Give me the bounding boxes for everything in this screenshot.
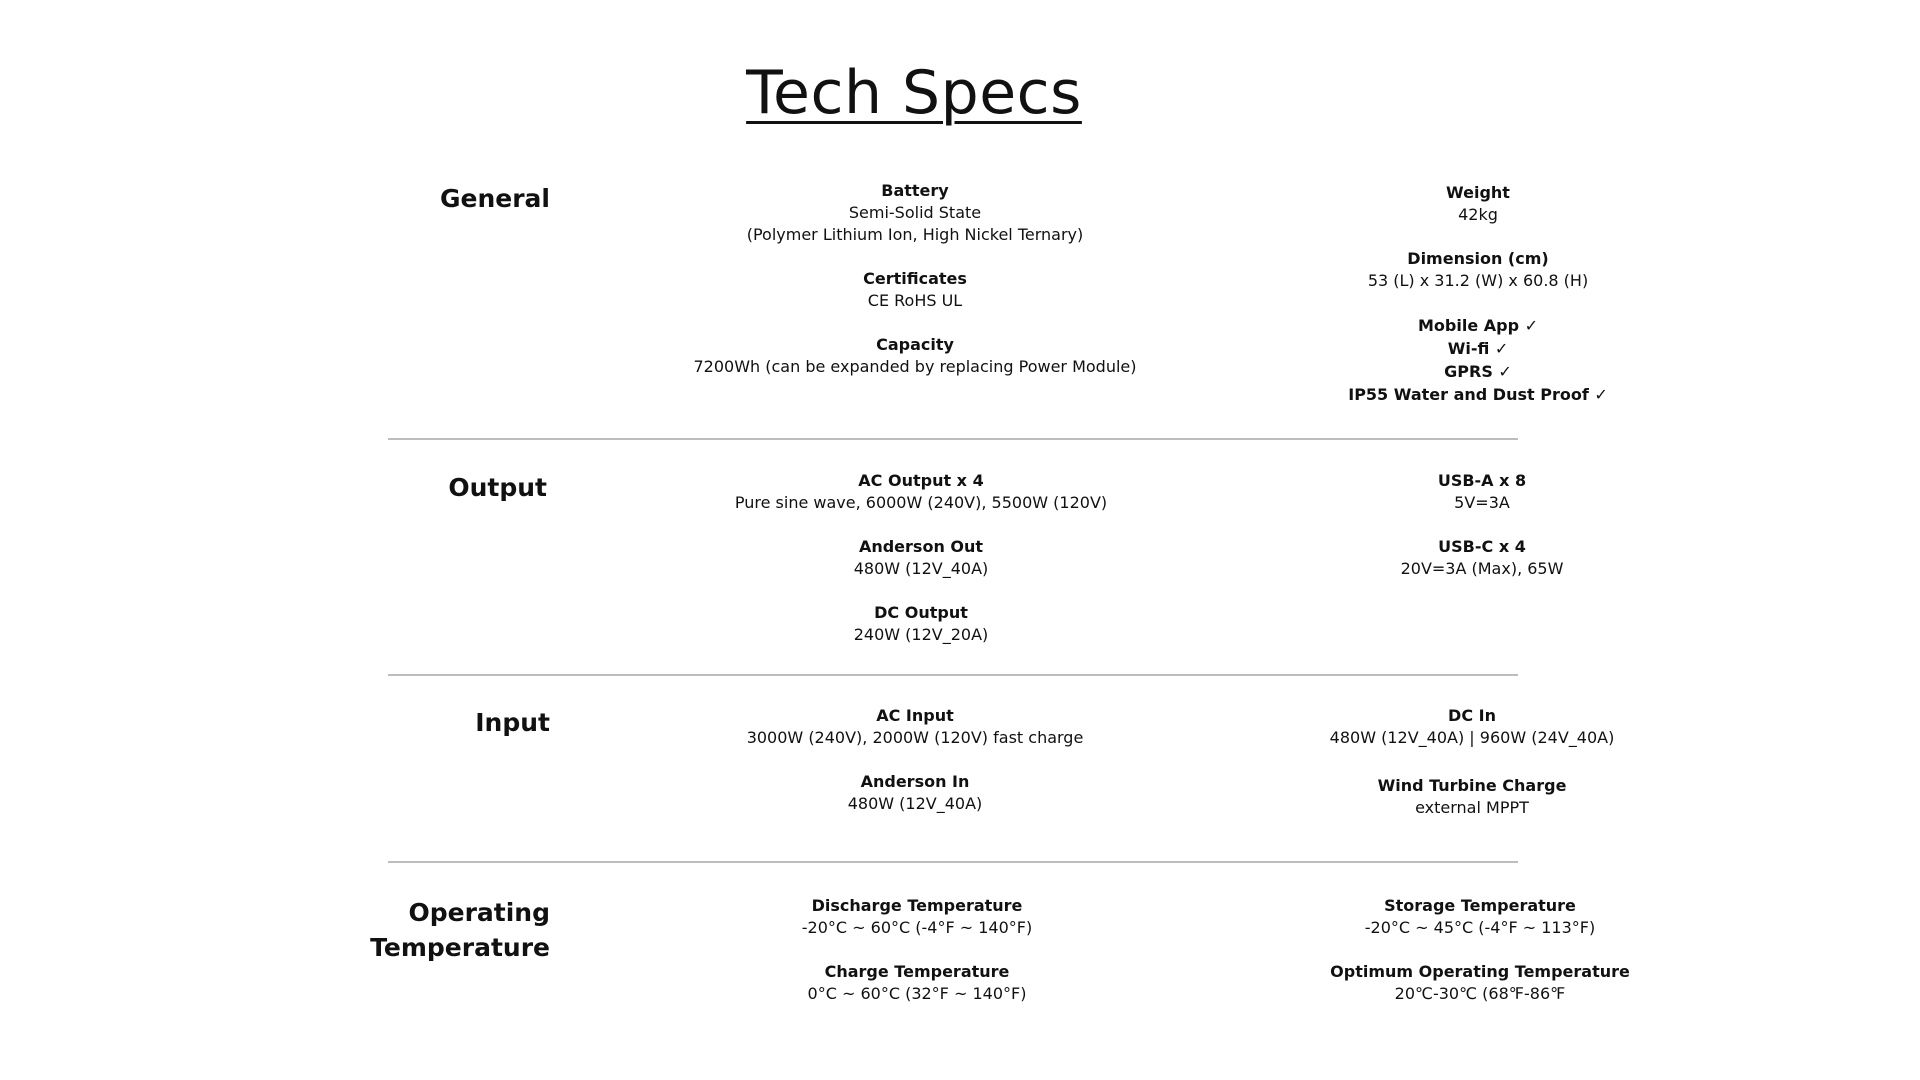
spec-name: Battery (881, 181, 949, 200)
spec-name: Wind Turbine Charge (1377, 776, 1567, 795)
output-right-column (1222, 470, 1742, 580)
spec-name: Anderson Out (858, 537, 984, 556)
feature-gprs: GPRS ✓ (1444, 362, 1512, 381)
spec-value: CE RoHS UL (867, 291, 963, 310)
spec-value: 42kg (1458, 205, 1498, 224)
input-right-column (1212, 705, 1732, 819)
spec-value: 480W (12V_40A) | 960W (24V_40A) (1329, 728, 1615, 747)
spec-dc-output (676, 602, 1166, 646)
spec-value: Pure sine wave, 6000W (240V), 5500W (120V) (734, 493, 1108, 512)
spec-dimension (1218, 248, 1738, 292)
spec-discharge-temperature (672, 895, 1162, 939)
spec-name: Discharge Temperature (811, 896, 1023, 915)
spec-name: Certificates (863, 269, 967, 288)
spec-value: 7200Wh (can be expanded by replacing Power Module) (693, 357, 1137, 376)
section-label-general: General (440, 184, 550, 213)
spec-name: Storage Temperature (1384, 896, 1576, 915)
spec-name: DC In (1448, 706, 1496, 725)
spec-value: -20°C ~ 60°C (-4°F ~ 140°F) (801, 918, 1033, 937)
spec-value: Semi-Solid State (848, 203, 982, 222)
spec-capacity (670, 334, 1160, 378)
spec-name: USB-C x 4 (1438, 537, 1526, 556)
spec-value: 3000W (240V), 2000W (120V) fast charge (746, 728, 1084, 747)
spec-anderson-out (676, 536, 1166, 580)
spec-usb-c (1222, 536, 1742, 580)
input-middle-column (670, 705, 1160, 815)
spec-ac-input (670, 705, 1160, 749)
spec-value: 480W (12V_40A) (847, 794, 983, 813)
spec-name: USB-A x 8 (1437, 471, 1527, 490)
feature-wifi: Wi-fi ✓ (1447, 339, 1509, 358)
spec-storage-temperature (1220, 895, 1740, 939)
spec-name: AC Input (876, 706, 954, 725)
spec-name: Anderson In (860, 772, 970, 791)
spec-name: DC Output (874, 603, 968, 622)
spec-usb-a (1222, 470, 1742, 514)
section-label-line: Temperature (370, 933, 550, 962)
feature-mobile-app: Mobile App ✓ (1417, 316, 1539, 335)
spec-value: external MPPT (1415, 798, 1529, 817)
page-title: Tech Specs (746, 58, 1082, 128)
section-label-temperature (250, 895, 550, 965)
spec-value: 20V=3A (Max), 65W (1400, 559, 1564, 578)
spec-features (1218, 314, 1738, 406)
spec-value: 240W (12V_20A) (853, 625, 989, 644)
spec-value: 53 (L) x 31.2 (W) x 60.8 (H) (1367, 271, 1589, 290)
spec-name: Optimum Operating Temperature (1330, 962, 1630, 981)
spec-name: Weight (1446, 183, 1510, 202)
spec-name: Capacity (876, 335, 954, 354)
spec-name: Charge Temperature (824, 962, 1010, 981)
section-divider (388, 438, 1518, 440)
spec-value: 480W (12V_40A) (853, 559, 989, 578)
spec-name: Dimension (cm) (1407, 249, 1549, 268)
spec-optimum-temperature (1220, 961, 1740, 1005)
spec-weight (1218, 182, 1738, 226)
spec-anderson-in (670, 771, 1160, 815)
spec-charge-temperature (672, 961, 1162, 1005)
general-right-column (1218, 182, 1738, 406)
spec-certificates (670, 268, 1160, 312)
spec-value: (Polymer Lithium Ion, High Nickel Ternary) (746, 225, 1084, 244)
feature-ip55: IP55 Water and Dust Proof ✓ (1348, 385, 1608, 404)
output-middle-column (676, 470, 1166, 646)
temperature-right-column (1220, 895, 1740, 1005)
general-middle-column (670, 180, 1160, 378)
spec-dc-in (1212, 705, 1732, 749)
temperature-middle-column (672, 895, 1162, 1005)
section-label-input: Input (475, 708, 550, 737)
spec-wind-turbine (1212, 775, 1732, 819)
spec-value: 5V=3A (1454, 493, 1510, 512)
section-divider (388, 674, 1518, 676)
spec-name: AC Output x 4 (858, 471, 984, 490)
spec-value: 0°C ~ 60°C (32°F ~ 140°F) (807, 984, 1027, 1003)
spec-value: 20℃-30℃ (68℉-86℉ (1394, 984, 1566, 1003)
spec-ac-output (676, 470, 1166, 514)
spec-value: -20°C ~ 45°C (-4°F ~ 113°F) (1364, 918, 1596, 937)
section-divider (388, 861, 1518, 863)
section-label-line: Operating (408, 898, 550, 927)
spec-battery (670, 180, 1160, 246)
section-label-output: Output (448, 473, 547, 502)
